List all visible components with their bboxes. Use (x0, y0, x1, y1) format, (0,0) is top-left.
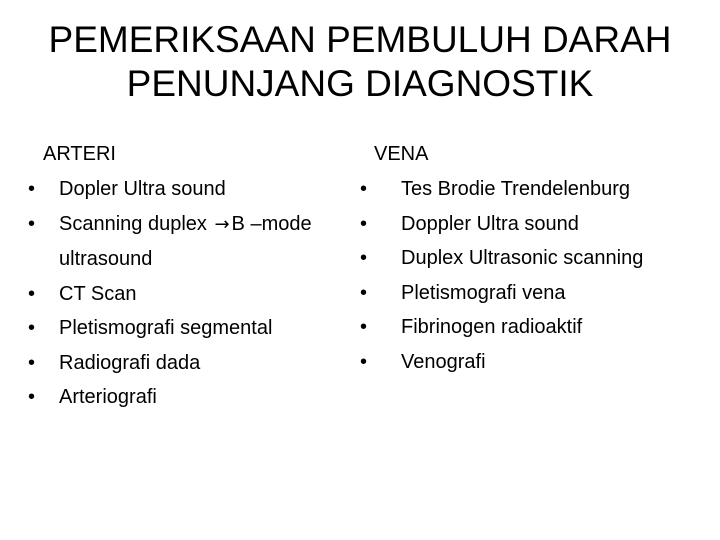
bullet-icon: • (360, 316, 368, 338)
list-item (360, 172, 710, 207)
vena-item-label: Pletismografi vena (401, 281, 566, 304)
list-item (360, 345, 710, 380)
vena-item-label: Venografi (401, 350, 486, 373)
list-item (28, 172, 358, 207)
vena-item-label: Tes Brodie Trendelenburg (401, 178, 631, 200)
arteri-list (28, 172, 358, 415)
arteri-item-label: Arteriografi (59, 386, 157, 408)
list-item (28, 380, 358, 415)
list-item (28, 207, 358, 277)
bullet-icon: • (360, 350, 368, 373)
slide-title-line-2: PENUNJANG DIAGNOSTIK (126, 63, 594, 104)
list-item (360, 276, 710, 311)
list-item (360, 207, 710, 242)
slide-title (0, 18, 720, 106)
bullet-icon: • (360, 281, 368, 304)
bullet-icon: • (28, 386, 36, 408)
arteri-item-continuation: ultrasound (59, 248, 153, 270)
list-item (28, 346, 358, 381)
vena-heading: VENA (374, 143, 429, 165)
bullet-icon: • (360, 247, 368, 269)
list-item (28, 311, 358, 346)
arteri-item-suffix: B –mode (231, 212, 312, 235)
bullet-icon: • (360, 178, 368, 200)
list-item (28, 277, 358, 312)
arteri-item-label: Scanning duplex (59, 212, 207, 235)
bullet-icon: • (28, 282, 36, 305)
arteri-item-label: Pletismografi segmental (59, 317, 273, 339)
right-arrow-icon: → (214, 213, 230, 235)
arteri-heading: ARTERI (43, 143, 116, 165)
bullet-icon: • (28, 351, 36, 374)
arteri-item-label: CT Scan (59, 282, 137, 305)
bullet-icon: • (28, 178, 36, 200)
vena-item-label: Doppler Ultra sound (401, 212, 579, 235)
arteri-item-label: Dopler Ultra sound (59, 178, 226, 200)
slide-title-line-1: PEMERIKSAAN PEMBULUH DARAH (48, 19, 672, 60)
list-item (360, 241, 710, 276)
vena-item-label: Duplex Ultrasonic scanning (401, 247, 644, 269)
bullet-icon: • (28, 212, 36, 235)
arteri-item-label: Radiografi dada (59, 351, 201, 374)
vena-list (360, 172, 710, 379)
vena-item-label: Fibrinogen radioaktif (401, 316, 583, 338)
list-item (360, 310, 710, 345)
bullet-icon: • (360, 212, 368, 235)
bullet-icon: • (28, 317, 36, 339)
